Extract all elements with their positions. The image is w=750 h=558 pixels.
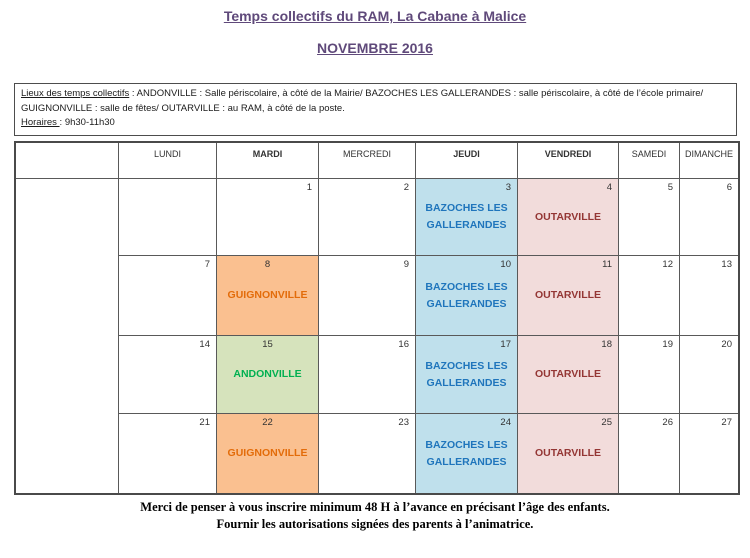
day-number: 12: [662, 259, 673, 271]
location-label: BAZOCHES LES GALLERANDES: [425, 438, 508, 468]
location-label: [680, 414, 738, 493]
lieux-label: Lieux des temps collectifs: [21, 88, 130, 99]
calendar-day-cell: [416, 414, 518, 493]
header-dimanche: DIMANCHE: [680, 143, 738, 179]
day-number: 5: [667, 182, 673, 194]
location-label: [119, 336, 216, 413]
day-number: 22: [262, 417, 273, 429]
location-label: [680, 179, 738, 255]
calendar-day-cell: [619, 179, 680, 256]
lieux-text: : ANDONVILLE : Salle périscolaire, à côté de la Mairie/ BAZOCHES LES GALLERANDES : salle périscolaire, à côté de l’école primaire/ GUIGNONVILLE : salle de fêtes/ OUTARVILLE : au RAM, à côté de la poste.: [21, 88, 704, 114]
day-number: 7: [204, 259, 210, 271]
calendar-day-cell: [416, 336, 518, 414]
footer-line-1: Merci de penser à vous inscrire minimum 48 H à l’avance en précisant l’âge des enfants.: [140, 500, 610, 515]
location-label: OUTARVILLE: [534, 368, 602, 381]
month-title: NOVEMBRE 2016: [317, 40, 433, 56]
location-label: [619, 336, 679, 413]
calendar-day-cell: [217, 179, 319, 256]
location-label: GUIGNONVILLE: [227, 289, 308, 302]
row-label-column: [16, 179, 119, 493]
calendar-day-cell: [518, 256, 619, 336]
day-number: 11: [602, 259, 612, 271]
calendar-day-cell: [619, 256, 680, 336]
location-label: [319, 414, 415, 493]
horaires-label: Horaires: [21, 117, 60, 129]
day-number: 9: [403, 259, 409, 271]
day-number: 25: [601, 417, 612, 429]
calendar-day-cell: [518, 179, 619, 256]
calendar-day-cell: [619, 336, 680, 414]
calendar-day-cell: [680, 256, 738, 336]
day-number: 26: [662, 417, 673, 429]
day-number: 24: [500, 417, 511, 429]
calendar-table: [14, 141, 740, 495]
day-number: 2: [403, 182, 409, 194]
calendar-day-cell: [518, 336, 619, 414]
day-number: 17: [500, 339, 511, 351]
day-number: 16: [398, 339, 409, 351]
calendar-day-cell: [619, 414, 680, 493]
header-samedi: SAMEDI: [619, 143, 680, 179]
calendar-day-cell: [217, 336, 319, 414]
header-empty-cell: [16, 143, 119, 179]
calendar-day-cell: [680, 179, 738, 256]
location-label: GUIGNONVILLE: [227, 447, 308, 460]
calendar-day-cell: [217, 414, 319, 493]
calendar-day-cell: [680, 336, 738, 414]
header-mardi: MARDI: [217, 143, 319, 179]
day-number: 6: [726, 182, 732, 194]
location-label: [119, 256, 216, 335]
location-label: [619, 414, 679, 493]
calendar-day-cell: [416, 179, 518, 256]
footer-note: [0, 499, 750, 533]
location-label: [119, 414, 216, 493]
notice-horaires-line: [21, 116, 730, 131]
calendar-day-cell: [119, 414, 217, 493]
notice-lieux-line: [21, 87, 730, 116]
header-jeudi: JEUDI: [416, 143, 518, 179]
location-label: BAZOCHES LES GALLERANDES: [425, 202, 508, 232]
calendar-day-cell: [119, 179, 217, 256]
location-label: OUTARVILLE: [534, 447, 602, 460]
location-label: [319, 256, 415, 335]
day-number: 19: [662, 339, 673, 351]
location-label: [619, 179, 679, 255]
day-number: 3: [505, 182, 511, 194]
calendar-day-cell: [319, 179, 416, 256]
footer-line-2: Fournir les autorisations signées des parents à l’animatrice.: [216, 517, 534, 532]
location-label: BAZOCHES LES GALLERANDES: [425, 359, 508, 389]
location-label: [680, 336, 738, 413]
day-number: 20: [721, 339, 732, 351]
notice-box: [14, 83, 737, 136]
location-label: OUTARVILLE: [534, 289, 602, 302]
header-lundi: LUNDI: [119, 143, 217, 179]
location-label: [119, 179, 216, 255]
calendar-day-cell: [217, 256, 319, 336]
day-number: 1: [306, 182, 312, 194]
location-label: ANDONVILLE: [233, 368, 302, 381]
day-number: 4: [606, 182, 612, 194]
calendar-day-cell: [119, 336, 217, 414]
page-title: Temps collectifs du RAM, La Cabane à Malice: [223, 8, 527, 24]
location-label: [680, 256, 738, 335]
day-number: 8: [264, 259, 271, 271]
location-label: OUTARVILLE: [534, 210, 602, 223]
location-label: [319, 179, 415, 255]
calendar-day-cell: [319, 336, 416, 414]
day-number: 15: [262, 339, 273, 351]
day-number: 23: [398, 417, 409, 429]
header-mercredi: MERCREDI: [319, 143, 416, 179]
calendar-day-cell: [518, 414, 619, 493]
horaires-text: : 9h30-11h30: [59, 117, 115, 129]
day-number: 21: [199, 417, 210, 429]
day-number: 18: [601, 339, 612, 351]
day-number: 13: [721, 259, 732, 271]
calendar-day-cell: [680, 414, 738, 493]
day-number: 10: [500, 259, 511, 271]
location-label: [319, 336, 415, 413]
calendar-day-cell: [319, 414, 416, 493]
day-number: 14: [199, 339, 210, 351]
location-label: [217, 179, 318, 255]
location-label: BAZOCHES LES GALLERANDES: [425, 280, 508, 310]
calendar-day-cell: [119, 256, 217, 336]
calendar-day-cell: [416, 256, 518, 336]
header-vendredi: VENDREDI: [518, 143, 619, 179]
day-number: 27: [721, 417, 732, 429]
calendar-day-cell: [319, 256, 416, 336]
location-label: [619, 256, 679, 335]
